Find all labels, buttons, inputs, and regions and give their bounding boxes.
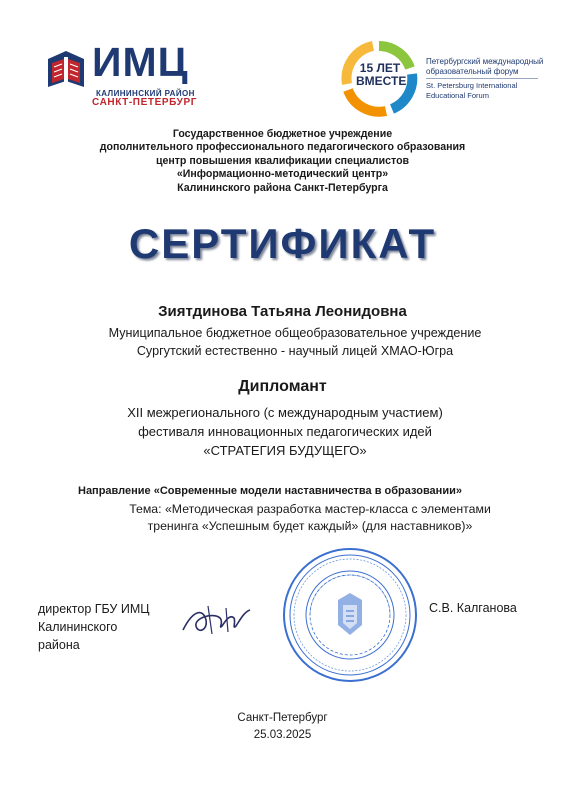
- event-line: фестиваля инновационных педагогических идей: [138, 424, 432, 439]
- event-line: XII межрегионального (с международным участием): [127, 405, 443, 420]
- issue-date: 25.03.2025: [253, 729, 312, 741]
- imc-logo-city: САНКТ-ПЕТЕРБУРГ: [92, 97, 198, 108]
- award-status: Дипломант: [238, 378, 327, 395]
- recipient-organization: [60, 324, 530, 360]
- issue-place: Санкт-Петербург: [237, 712, 328, 724]
- institution-line: Калининского района Санкт-Петербурга: [177, 181, 388, 194]
- imc-logo-title: ИМЦ: [92, 39, 189, 85]
- direction-line: Направление «Современные модели наставничества в образовании»: [78, 485, 462, 497]
- institution-line: дополнительного профессионального педагогического образования: [99, 141, 466, 154]
- organization-line: Муниципальное бюджетное общеобразовательное учреждение: [108, 326, 482, 340]
- organization-line: Сургутский естественно - научный лицей ХМАО-Югра: [136, 344, 454, 358]
- imc-logo-district: КАЛИНИНСКИЙ РАЙОН: [96, 89, 195, 98]
- theme-line: тренинга «Успешным будет каждый» (для наставников)»: [147, 519, 473, 533]
- book-logo-icon: [44, 47, 88, 93]
- official-stamp: [280, 545, 420, 685]
- event-line: «СТРАТЕГИЯ БУДУЩЕГО»: [203, 443, 367, 458]
- event-name: [40, 403, 530, 460]
- institution-header: [60, 128, 505, 195]
- forum-divider: [426, 78, 538, 79]
- forum-years-line1: 15 ЛЕТ: [359, 61, 401, 75]
- forum-name-ru: Петербургский международный образовательный форум: [426, 57, 544, 76]
- forum-name-en: St. Petersburg International Educational Forum: [426, 81, 518, 100]
- forum-years-line2: ВМЕСТЕ: [356, 74, 407, 88]
- institution-line: «Информационно-методический центр»: [176, 168, 389, 181]
- institution-line: Государственное бюджетное учреждение: [172, 128, 393, 140]
- signer-position: [38, 600, 188, 654]
- signer-position-line: Калининского: [38, 620, 118, 634]
- theme-line: Тема: «Методическая разработка мастер-класса с элементами: [129, 502, 491, 516]
- forum-logo-years: [356, 61, 407, 88]
- certificate-title: СЕРТИФИКАТ: [128, 220, 437, 267]
- institution-line: центр повышения квалификации специалистов: [155, 154, 410, 167]
- theme-block: [90, 501, 530, 535]
- handwritten-signature: [178, 600, 258, 640]
- recipient-name: Зиятдинова Татьяна Леонидовна: [158, 303, 407, 320]
- signer-position-line: района: [38, 638, 80, 652]
- signer-position-line: директор ГБУ ИМЦ: [38, 602, 150, 616]
- signer-name: С.В. Калганова: [429, 601, 517, 615]
